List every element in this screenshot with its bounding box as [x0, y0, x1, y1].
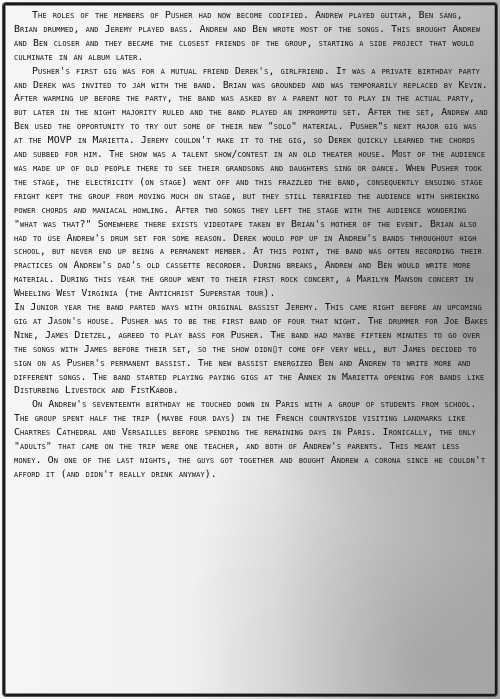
paragraph-roles: The roles of the members of Pusher had now become codified. Andrew played guitar, Ben sang, Brian drummed, and Jeremy played bass. Andrew and Ben wrote most of the songs. This brought Andrew and Ben closer and they became the closest friends of the group, starting a side project that would culminate in an album later.: [14, 10, 481, 63]
body-text: [14, 9, 490, 482]
paragraph-junior-year: In Junior year the band parted ways with original bassist Jeremy. This came right before an upcoming gig at Jason's house. Pusher was to be the first band of four that night. The drummer for Joe Bakes Nine, James Dietzel, agreed to play bass for Pusher. The band had maybe fifteen minutes to go over the songs with James before their set, so the show didn▯t come off very well, but James decided to sign on as Pusher's permanent bassist. The new bassist energized Ben and Andrew to write more and different songs. The band started playing paying gigs at the Annex in Marietta opening for bands like Disturbing Livestock and FistKabob.: [14, 302, 488, 397]
paragraph-paris-trip: On Andrew's seventeenth birthday he touched down in Paris with a group of students from school. The group spent half the trip (maybe four days) in the French countryside visiting landmarks like Chartres Cathedral and Versailles before spending the remaining days in Paris. Ironically, the only "adults" that came on the trip were one teacher, and both of Andrew's parents. This meant less money. On one of the last nights, the guys got together and bought Andrew a corona since he couldn't afford it (and didn't really drink anyway).: [14, 399, 486, 480]
paragraph-first-gig: Pusher's first gig was for a mutual friend Derek's, girlfriend. It was a private birthday party and Derek was invited to jam with the band. Brian was grounded and was temporarily replaced by Kevin. After warming up before the party, the band was asked by a parent not to play in the actual party, but later in the night majority ruled and the band played an impromptu set. After the set, Andrew and Ben used the opportunity to try out some of their new "solo" material. Pusher"s next major gig was at the MOVP in Marietta. Jeremy couldn't make it to the gig, so Derek quickly learned the chords and subbed for him. The show was a talent show/contest in an old theater house. Most of the audience was made up of old people there to see their grandsons and daughters sing or dance. When Pusher took the stage, the electricity (on stage) went off and this frazzled the band, consequently ensuing stage fright kept the group from moving much on stage, but they still terrified the audience with shrieking power chords and maniacal howling. After two songs they left the stage with the audience wondering "what was that?" Somewhere there exists videotape taken by Brian's mother of the event. Brian also had to use Andrew's drum set for some reason. Derek would pop up in Andrew's bands throughout high school, but never end up being a permanent member. At this point, the band was often recording their practices on Andrew's dad's old cassette recorder. During breaks, Andrew and Ben would write more material. During this year the group went to their first rock concert, a Marilyn Manson concert in Wheeling West Virginia (the Antichrist Superstar tour).: [14, 65, 488, 300]
